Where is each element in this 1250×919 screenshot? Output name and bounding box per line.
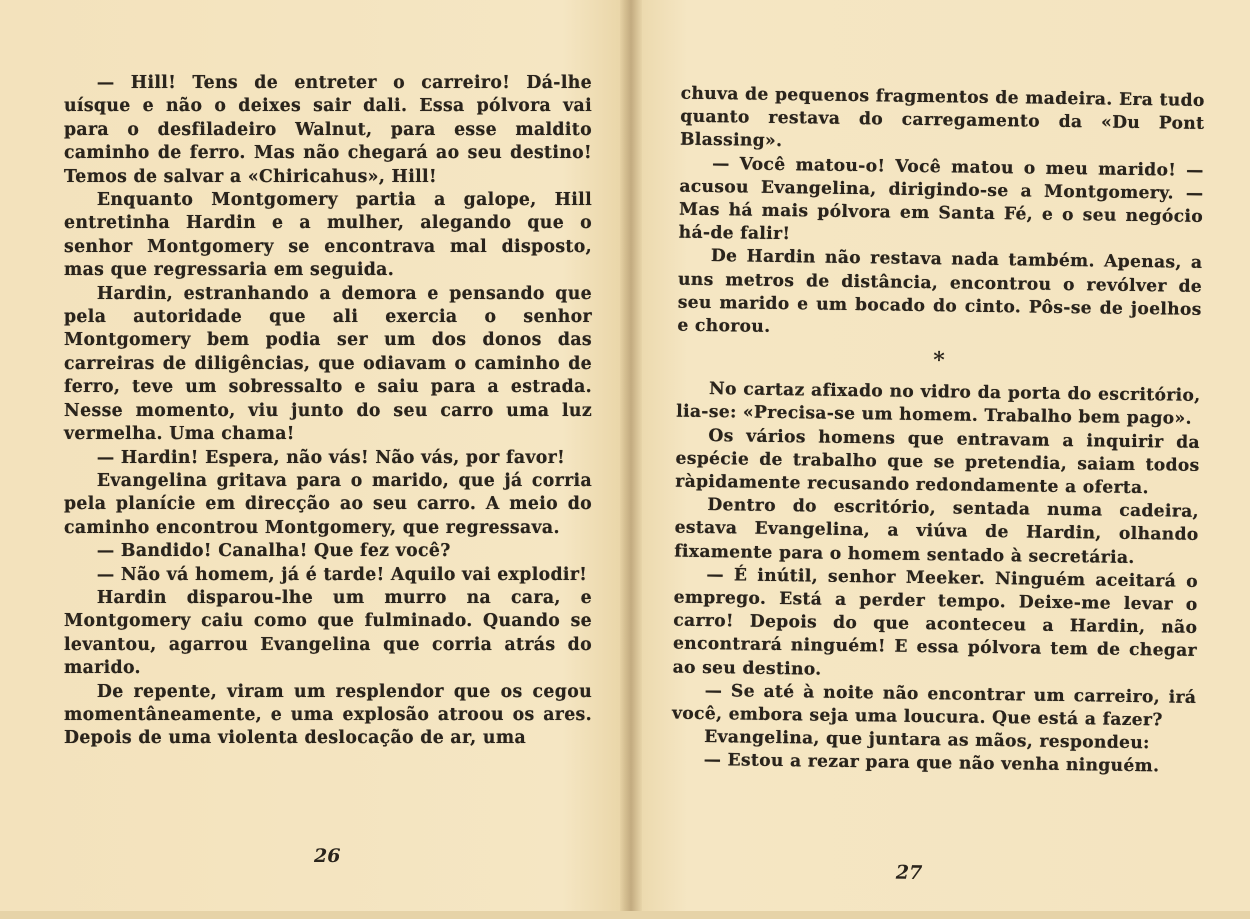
section-separator: * (933, 347, 945, 374)
right-paragraph-9: Evangelina, que juntara as mãos, respondeu: (704, 727, 1150, 754)
left-paragraph-9: De repente, viram um resplendor que os cegou momentâneamente, e uma explosão atroou os ares. Depois de uma violenta deslocação de ar, uma (64, 681, 592, 749)
right-paragraph-10: — Estou a rezar para que não venha ninguém. (703, 750, 1160, 777)
left-paragraph-7: — Não vá homem, já é tarde! Aquilo vai explodir! (96, 564, 588, 585)
right-paragraph-3: De Hardin não restava nada também. Apenas, a uns metros de distância, encontrou o revólver de seu marido e um bocado do cinto. Pôs-se de joelhos e chorou. (677, 246, 1203, 337)
right-paragraph-1: chuva de pequenos fragmentos de madeira. Era tudo quanto restava do carregamento da «Du Pont Blassing». (679, 83, 1205, 152)
page-number-left: 26 (314, 845, 341, 867)
right-paragraph-8: — Se até à noite não encontrar um carreiro, irá você, embora seja uma loucura. Que está a fazer? (671, 680, 1197, 731)
left-paragraph-8: Hardin disparou-lhe um murro na cara, e Montgomery caiu como que fulminado. Quando se levantou, agarrou Evangelina que corria atrás do marido. (64, 587, 592, 679)
right-paragraph-7: — É inútil, senhor Meeker. Ninguém aceitará o emprego. Está a perder tempo. Deixe-me levar o carro! Depois do que aconteceu a Hardin, não encontrará ninguém! E essa pólvora tem de chegar ao seu destino. (672, 564, 1199, 680)
left-paragraph-4: — Hardin! Espera, não vás! Não vás, por favor! (96, 447, 566, 468)
right-paragraph-4: No cartaz afixado no vidro da porta do escritório, lia-se: «Precisa-se um homem. Trabalho bem pago». (676, 379, 1201, 430)
left-paragraph-5: Evangelina gritava para o marido, que já corria pela planície em direcção ao seu carro. A meio do caminho encontrou Montgomery, que regressava. (64, 470, 592, 538)
left-page (0, 0, 622, 911)
left-paragraph-3: Hardin, estranhando a demora e pensando que pela autoridade que ali exercia o senhor Montgomery bem podia ser um dos donos das carreiras de diligências, que odiavam o caminho de ferro, teve um sobressalto e saiu para a estrada. Nesse momento, viu junto do seu carro uma luz vermelha. Uma chama! (64, 283, 592, 445)
right-page (625, 0, 1250, 919)
left-paragraph-2: Enquanto Montgomery partia a galope, Hill entretinha Hardin e a mulher, alegando que o senhor Montgomery se encontrava mal disposto, mas que regressaria em seguida. (64, 190, 592, 281)
page-number-right: 27 (895, 861, 923, 885)
left-paragraph-6: — Bandido! Canalha! Que fez você? (96, 541, 451, 562)
right-paragraph-2: — Você matou-o! Você matou o meu marido! — acusou Evangelina, dirigindo-se a Montgomery. — Mas há mais pólvora em Santa Fé, e o seu negócio há-de falir! (678, 153, 1204, 245)
right-paragraph-6: Dentro do escritório, sentada numa cadeira, estava Evangelina, a viúva de Hardin, olhando fixamente para o homem sentado à secretária. (674, 495, 1200, 568)
right-paragraph-5: Os vários homens que entravam a inquirir da espécie de trabalho que se pretendia, saiam todos ràpidamente recusando redondamente a oferta. (675, 425, 1201, 499)
left-paragraph-1: — Hill! Tens de entreter o carreiro! Dá-lhe uísque e não o deixes sair dali. Essa pólvora vai para o desfiladeiro Walnut, para esse maldito caminho de ferro. Mas não chegará ao seu destino! Temos de salvar a «Chiricahus», Hill! (64, 73, 592, 187)
